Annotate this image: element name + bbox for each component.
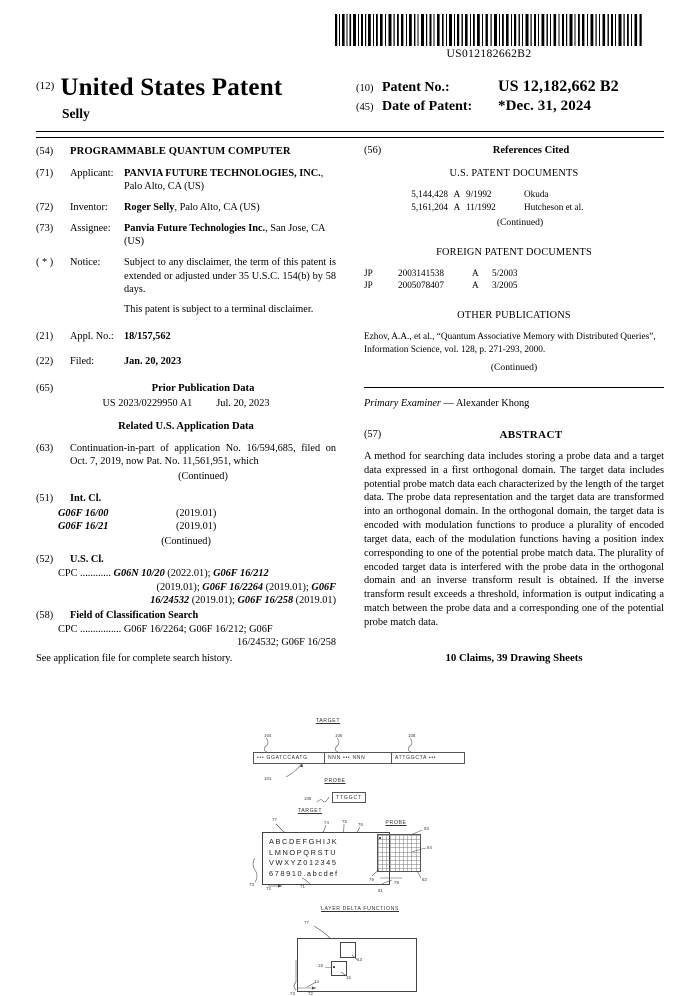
table-row xyxy=(376,201,664,214)
inventor-address: , Palo Alto, CA (US) xyxy=(174,201,260,213)
code-21: (21) xyxy=(36,331,54,343)
us-cl-line-2 xyxy=(58,581,336,595)
filed-value: Jan. 20, 2023 xyxy=(124,356,182,368)
probe-sequence-box: TTGGCT xyxy=(332,792,366,803)
us-cl-ed-1: (2022.01); xyxy=(167,567,211,579)
refnum-72-delta: 72 xyxy=(308,991,313,996)
refnum-104: 104 xyxy=(264,733,272,738)
us-cl-ed-4: (2019.01); xyxy=(191,595,235,607)
notice-paragraph-1: Subject to any disclaimer, the term of this patent is extended or adjusted under 35 U.S.C. 154(b) by 58 days. xyxy=(124,257,336,295)
code-72: (72) xyxy=(36,201,54,213)
foreign-date: 5/2003 xyxy=(492,267,518,278)
refnum-78: 78 xyxy=(394,880,399,885)
code-45: (45) xyxy=(356,102,374,113)
page-title: United States Patent xyxy=(60,74,283,101)
int-cl-edition: (2019.01) xyxy=(176,521,217,533)
us-cl-code-6: G06F 16/258 xyxy=(237,595,294,607)
us-cl-ed-3: (2019.01); xyxy=(265,581,309,593)
letter-row: ABCDEFGHIJK xyxy=(269,837,339,846)
field-int-cl xyxy=(36,492,336,505)
field-of-search-body xyxy=(36,623,336,666)
ref-number: 5,144,428 xyxy=(411,189,448,199)
us-cl-code-5: 16/24532 xyxy=(150,595,190,607)
title-block xyxy=(36,74,664,122)
refnum-74: 74 xyxy=(324,820,329,825)
us-cl-dots: ............ xyxy=(80,567,111,579)
refnum-79: 79 xyxy=(369,877,374,882)
title-right xyxy=(356,74,664,117)
prior-publication-number: US 2023/0229950 A1 xyxy=(102,397,193,409)
field-us-cl xyxy=(36,553,336,566)
us-cl-code-3: G06F 16/2264 xyxy=(202,581,264,593)
us-cl-ed-2: (2019.01); xyxy=(156,581,200,593)
other-publications-subhead: OTHER PUBLICATIONS xyxy=(457,309,571,321)
fos-dots: ................ xyxy=(80,623,122,635)
examiner-rule xyxy=(364,387,664,388)
date-of-patent-label: Date of Patent: xyxy=(382,99,473,114)
foreign-number: 2003141538 xyxy=(398,267,444,278)
code-51: (51) xyxy=(36,492,54,504)
refnum-71: 71 xyxy=(300,884,305,889)
body-columns xyxy=(36,145,664,666)
appl-no-value: 18/157,562 xyxy=(124,331,171,343)
foreign-patent-documents-table xyxy=(364,267,664,292)
us-patent-documents-subhead: U.S. PATENT DOCUMENTS xyxy=(449,168,579,179)
seq-cell: ••• GGATCCAATG xyxy=(254,753,325,763)
field-of-search-heading: Field of Classification Search xyxy=(70,609,199,621)
notice-paragraph-2: This patent is subject to a terminal disclaimer. xyxy=(124,303,314,315)
foreign-number: 2005078407 xyxy=(398,280,444,291)
code-12: (12) xyxy=(36,79,55,92)
foreign-kind: A xyxy=(472,267,479,278)
int-cl-row xyxy=(58,507,336,520)
field-notice xyxy=(36,256,336,316)
us-cl-cpc-label: CPC xyxy=(58,567,78,579)
refnum-82: 82 xyxy=(422,877,427,882)
references-cited-head xyxy=(364,145,664,156)
inventor-value xyxy=(124,201,336,214)
refnum-76: 76 xyxy=(358,822,363,827)
references-cited-heading: References Cited xyxy=(492,145,570,156)
int-cl-code: G06F 16/00 xyxy=(58,507,109,519)
code-22: (22) xyxy=(36,356,54,368)
applicant-value xyxy=(124,167,336,193)
assignee-label: Assignee: xyxy=(70,223,111,235)
table-row xyxy=(376,188,664,201)
figure-leader-lines-top xyxy=(255,736,435,752)
assignee-name: Panvia Future Technologies Inc. xyxy=(124,223,266,235)
related-continued: (Continued) xyxy=(178,471,228,483)
int-cl-rows xyxy=(36,507,336,549)
primary-examiner xyxy=(364,398,664,409)
inventor-name: Roger Selly xyxy=(124,201,175,213)
patent-no-label: Patent No.: xyxy=(382,80,450,95)
refnum-13: 13 xyxy=(357,957,362,962)
primary-examiner-label: Primary Examiner xyxy=(364,397,441,409)
refnum-77: 77 xyxy=(272,817,277,822)
refnum-84: 84 xyxy=(427,845,432,850)
date-of-patent-value: *Dec. 31, 2024 xyxy=(498,98,592,114)
figure-probe-label-2: PROBE xyxy=(385,820,407,826)
filed-label: Filed: xyxy=(70,356,95,368)
letter-row: 678910.abcdef xyxy=(269,869,339,879)
applicant-address: , Palo Alto, CA (US) xyxy=(124,167,324,192)
notice-value xyxy=(124,256,336,316)
figure-leader-105 xyxy=(316,794,332,806)
prior-publication-heading: Prior Publication Data xyxy=(151,383,255,395)
letter-row: VWXYZ012345 xyxy=(269,858,338,868)
barcode-block xyxy=(334,14,644,60)
us-cl-code-2: G06F 16/212 xyxy=(213,567,269,579)
figure-delta-label: LAYER DELTA FUNCTIONS xyxy=(320,906,400,912)
code-57: (57) xyxy=(364,428,382,440)
figure-region xyxy=(0,714,699,996)
refnum-106: 106 xyxy=(335,733,343,738)
ref-number: 5,161,204 xyxy=(411,201,448,212)
refnum-101: 101 xyxy=(264,776,272,781)
int-cl-heading: Int. Cl. xyxy=(70,492,102,504)
prior-publication-row xyxy=(36,398,336,409)
abstract-heading: ABSTRACT xyxy=(499,428,563,441)
field-related-application xyxy=(36,442,336,484)
applicant-label: Applicant: xyxy=(70,167,114,179)
us-cl-code-4: G06F xyxy=(311,581,336,593)
header-rule-thick xyxy=(36,131,664,132)
barcode-icon xyxy=(334,14,644,46)
seq-cell: NNN ••• NNN xyxy=(325,753,392,763)
foreign-date: 3/2005 xyxy=(492,280,518,291)
table-row xyxy=(364,267,664,280)
field-appl-no xyxy=(36,330,336,343)
abstract-text: A method for searching data includes storing a probe data and a target data expressed in a first orthogonal domain. The target data includes potential probe match data each characterized by the length of the target data. The probe data representation and the target data are transformed into an orthogonal domain. In the orthogonal domain, the target data is encoded with modulation functions to produce a plurality of encoded target data, each of the modulation functions having a position index corresponding to one of the potential probe match data. The plurality of encoded target data is interfered with the probe data in the orthogonal domain and an inverse transform result is obtained. If the inverse transform result exceeds a threshold, information is output indicating a match between the probe data and a corresponding one of the potential probe match data. xyxy=(364,450,664,628)
figure-leaders-delta-bottom xyxy=(286,958,336,994)
patent-no-value: US 12,182,662 B2 xyxy=(498,78,619,95)
right-column xyxy=(344,145,664,666)
ref-name: Hutcheson et al. xyxy=(524,201,584,212)
us-cl-ed-5: (2019.01) xyxy=(295,595,336,607)
inventor-label: Inventor: xyxy=(70,201,108,213)
refnum-73-delta: 73 xyxy=(290,991,295,996)
title-left xyxy=(36,74,356,122)
figure-leader-13 xyxy=(350,954,366,964)
field-applicant xyxy=(36,167,336,193)
us-cl-body xyxy=(58,567,336,608)
code-71: (71) xyxy=(36,167,54,179)
foreign-patent-documents-subhead: FOREIGN PATENT DOCUMENTS xyxy=(436,246,592,258)
code-54: (54) xyxy=(36,146,54,157)
field-field-of-search xyxy=(36,609,336,622)
applicant-name: PANVIA FUTURE TECHNOLOGIES, INC. xyxy=(124,167,321,179)
primary-examiner-dash: — xyxy=(440,397,456,409)
code-58: (58) xyxy=(36,609,54,621)
probe-grid-dot xyxy=(379,837,381,839)
refnum-108: 108 xyxy=(408,733,416,738)
refnum-83: 83 xyxy=(424,826,429,831)
int-cl-edition: (2019.01) xyxy=(176,507,217,519)
code-73: (73) xyxy=(36,223,54,235)
us-refs-continued: (Continued) xyxy=(496,217,544,229)
primary-examiner-name: Alexander Khong xyxy=(455,397,530,409)
us-cl-code-1: G06N 10/20 xyxy=(113,567,165,579)
header-rule-thin xyxy=(36,137,664,138)
foreign-country: JP xyxy=(364,267,373,278)
figure-target-label-2: TARGET xyxy=(297,808,323,814)
refnum-105: 105 xyxy=(304,796,312,801)
field-filed xyxy=(36,355,336,368)
appl-no-label: Appl. No.: xyxy=(70,331,114,343)
fos-codes-1: G06F 16/2264; G06F 16/212; G06F xyxy=(123,623,273,635)
fos-cpc-label: CPC xyxy=(58,623,78,635)
figure-leader-15 xyxy=(340,971,352,979)
claims-and-sheets-line: 10 Claims, 39 Drawing Sheets xyxy=(445,651,583,664)
code-star: ( * ) xyxy=(36,257,54,269)
int-cl-row xyxy=(58,520,336,533)
refnum-15: 15 xyxy=(346,975,351,980)
int-cl-continued: (Continued) xyxy=(161,536,211,548)
us-patent-documents-table xyxy=(376,188,664,230)
field-inventor xyxy=(36,201,336,214)
other-pubs-continued: (Continued) xyxy=(490,361,538,373)
patent-date-row xyxy=(356,98,664,115)
ref-kind: A xyxy=(453,201,461,212)
code-10: (10) xyxy=(356,83,374,94)
refnum-75: 75 xyxy=(342,819,347,824)
refnum-18: 18 xyxy=(318,963,323,968)
code-65: (65) xyxy=(36,383,54,395)
seq-cell: ATTGGCTA ••• xyxy=(395,755,437,761)
us-cl-line-1 xyxy=(58,567,336,581)
foreign-country: JP xyxy=(364,280,373,291)
prior-publication-date: Jul. 20, 2023 xyxy=(216,397,270,409)
related-application-heading: Related U.S. Application Data xyxy=(118,420,254,432)
patent-number-row xyxy=(356,78,664,96)
code-52: (52) xyxy=(36,553,54,565)
figure-target-label-top: TARGET xyxy=(315,718,341,724)
notice-label: Notice: xyxy=(70,257,101,269)
related-application-text: Continuation-in-part of application No. 16/594,685, filed on Oct. 7, 2019, now Pat. No. 11,561,951, which xyxy=(70,442,336,468)
inventor-surname: Selly xyxy=(62,106,90,121)
int-cl-code: G06F 16/21 xyxy=(58,521,109,533)
assignee-value xyxy=(124,222,336,248)
refnum-72: 72 xyxy=(266,886,271,891)
us-cl-heading: U.S. Cl. xyxy=(70,553,104,565)
field-assignee xyxy=(36,222,336,248)
refnum-73: 73 xyxy=(249,882,254,887)
field-prior-publication xyxy=(36,382,336,396)
us-cl-line-3 xyxy=(58,594,336,608)
table-row xyxy=(364,279,664,292)
assignee-address: , San Jose, CA (US) xyxy=(124,223,325,248)
fos-footer: See application file for complete search history. xyxy=(36,653,233,665)
letter-row: LMNOPQRSTU xyxy=(269,847,338,857)
ref-date: 9/1992 xyxy=(466,189,492,199)
refnum-77-delta: 77 xyxy=(304,920,309,925)
refnum-14: 14 xyxy=(314,979,319,984)
barcode-number: US012182662B2 xyxy=(446,48,532,60)
refnum-81: 81 xyxy=(378,888,383,893)
fos-line-2: 16/24532; G06F 16/258 xyxy=(237,637,336,649)
figure-leaders-target-bottom xyxy=(248,854,328,892)
abstract-head xyxy=(364,429,664,441)
figure-probe-label-1: PROBE xyxy=(324,778,346,784)
ref-date: 11/1992 xyxy=(466,201,496,212)
fos-line-1 xyxy=(58,623,336,637)
ref-kind: A xyxy=(453,189,461,199)
foreign-kind: A xyxy=(472,280,479,291)
left-column xyxy=(36,145,344,666)
invention-title: PROGRAMMABLE QUANTUM COMPUTER xyxy=(70,146,291,157)
ref-name: Okuda xyxy=(524,189,549,199)
other-publication-entry: Ezhov, A.A., et al., “Quantum Associative Memory with Distributed Queries”, Information Science, vol. 128, p. 271-293, 2000. xyxy=(364,331,656,356)
figure-leaders-probe-grid xyxy=(368,826,432,892)
code-63: (63) xyxy=(36,442,54,454)
field-invention-title xyxy=(36,145,336,159)
code-56: (56) xyxy=(364,145,382,156)
